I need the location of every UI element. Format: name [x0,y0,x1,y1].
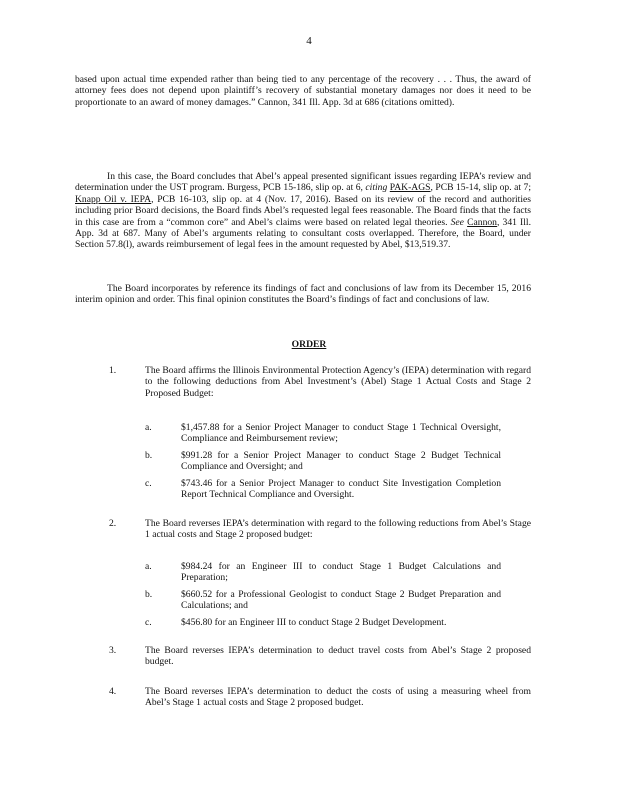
order-subitem-letter: a. [145,422,152,433]
order-item-text: The Board reverses IEPA’s determination to deduct travel costs from Abel’s Stage 2 proposed budget. [145,645,531,668]
order-item-number: 1. [109,365,117,376]
order-subitem-text: $660.52 for a Professional Geologist to conduct Stage 2 Budget Preparation and Calculations; and [181,589,501,612]
order-item-text: The Board reverses IEPA’s determination to deduct the costs of using a measuring wheel from Abel’s Stage 1 actual costs and Stage 2 proposed budget. [145,686,531,709]
order-heading: ORDER [291,339,327,350]
order-subitem-letter: b. [145,450,153,461]
case-citation-knapp-oil: Knapp Oil v. IEPA [75,193,152,205]
order-subitem-text: $1,457.88 for a Senior Project Manager to conduct Stage 1 Technical Oversight, Compliance and Reimbursement review; [181,422,501,445]
order-item-number: 3. [109,645,117,656]
order-subitem-text: $743.46 for a Senior Project Manager to conduct Site Investigation Completion Report Technical Compliance and Oversight. [181,478,501,501]
page-number: 4 [306,35,312,47]
paragraph-conclusion: In this case, the Board concludes that Abel’s appeal presented significant issues regarding IEPA’s review and determination under the UST program. Burgess, PCB 15-186, slip op. at 6, citing PAK-AGS, PCB 15-14, slip op. at 7; Knapp Oil v. IEPA, PCB 16-103, slip op. at 4 (Nov. 17, 2016). Based on its review of the record and authorities including prior Board decisions, the Board finds Abel’s requested legal fees reasonable. The Board finds that the facts in this case are from a “common core” and Abel’s claims were based on related legal theories. See Cannon, 341 Ill. App. 3d at 687. Many of Abel’s arguments relating to consultant costs overlapped. Therefore, the Board, under Section 57.8(l), awards reimbursement of legal fees in the amount requested by Abel, $13,519.37. [75,171,532,251]
signal-citing: citing [365,182,388,194]
order-subitem-text: $456.80 for an Engineer III to conduct Stage 2 Budget Development. [181,617,447,628]
order-item-number: 2. [109,518,117,529]
order-subitem-letter: b. [145,589,153,600]
order-item-text: The Board affirms the Illinois Environmental Protection Agency’s (IEPA) determination with regard to the following deductions from Abel Investment’s (Abel) Stage 1 Actual Costs and Stage 2 Proposed Budget: [145,365,531,399]
order-subitem-letter: c. [145,617,152,628]
order-subitem-text: $991.28 for a Senior Project Manager to conduct Stage 2 Budget Technical Compliance and Oversight; and [181,450,501,473]
order-item-text: The Board reverses IEPA’s determination with regard to the following reductions from Abel’s Stage 1 actual costs and Stage 2 proposed budget: [145,518,531,541]
order-item-number: 4. [109,686,117,697]
paragraph-incorporation: The Board incorporates by reference its findings of fact and conclusions of law from its December 15, 2016 interim opinion and order. This final opinion constitutes the Board’s findings of fact and conclusions of law. [75,283,531,306]
order-subitem-letter: c. [145,478,152,489]
case-citation-cannon: Cannon [467,216,497,228]
order-subitem-letter: a. [145,561,152,572]
paragraph-quote-continuation: based upon actual time expended rather than being tied to any percentage of the recovery . . . Thus, the award of attorney fees does not depend upon plaintiff’s recovery of substantial monetary damages nor does it need to be proportionate to an award of money damages.” Cannon, 341 Ill. App. 3d at 686 (citations omitted). [75,74,531,108]
order-subitem-text: $984.24 for an Engineer III to conduct Stage 1 Budget Calculations and Preparation; [181,561,501,584]
case-citation-pak-ags: PAK-AGS [389,182,431,194]
signal-see: See [450,216,464,228]
